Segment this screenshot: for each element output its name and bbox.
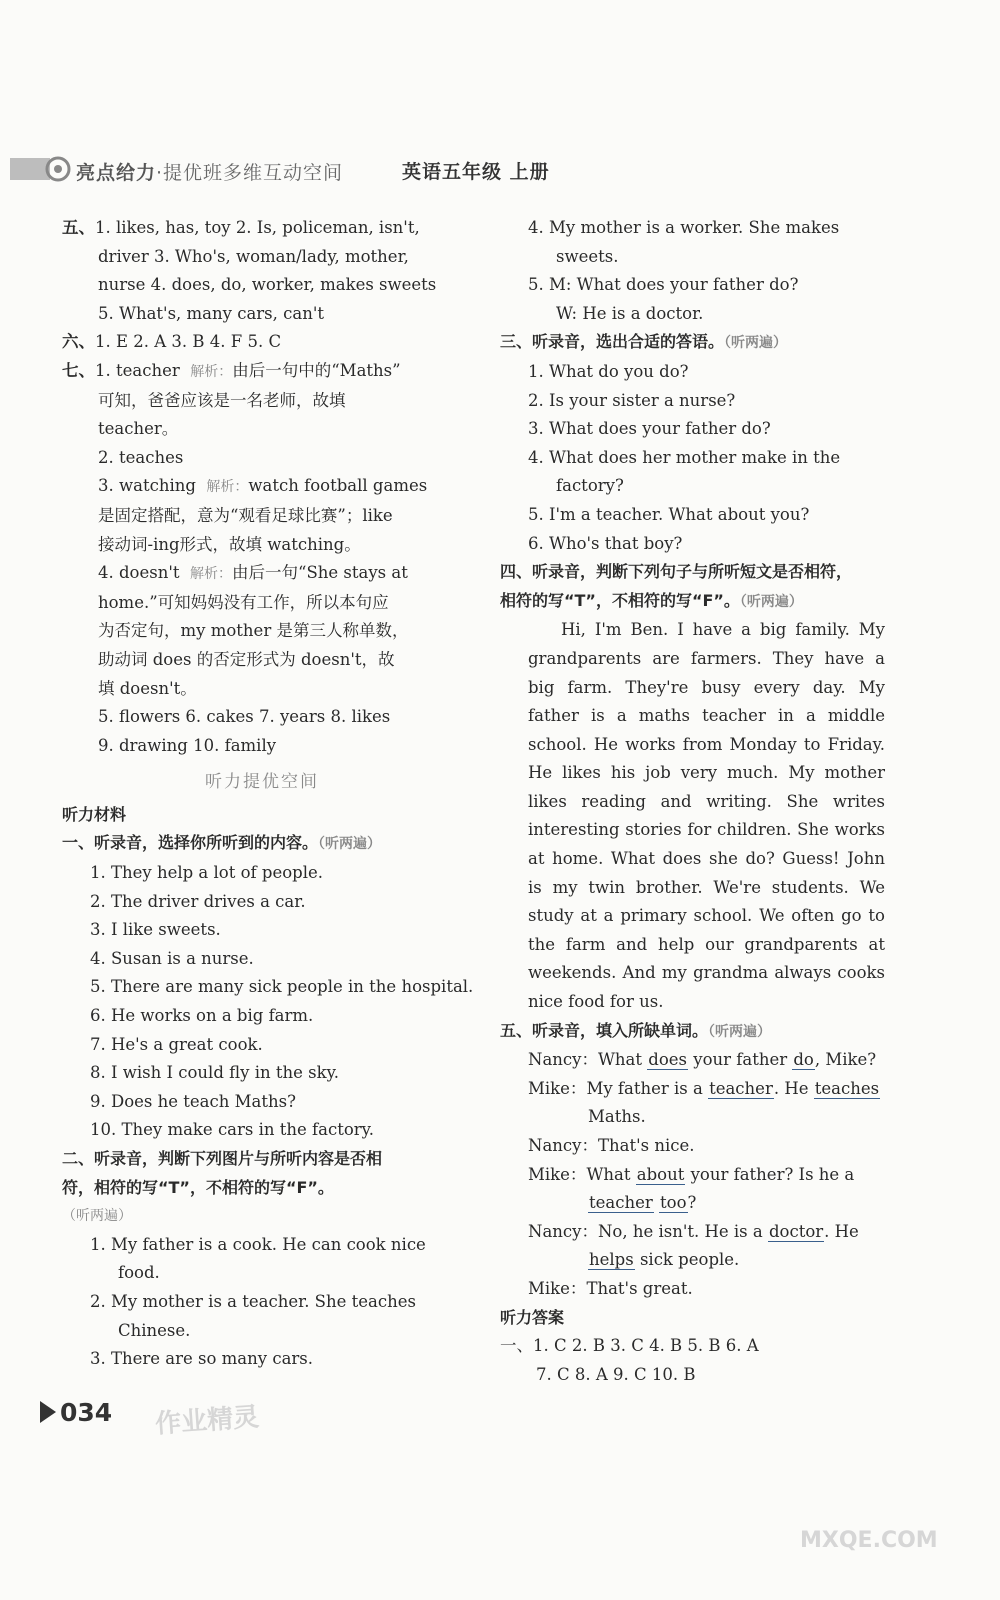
page-header xyxy=(10,154,990,194)
list-item: 4. My mother is a worker. She makes xyxy=(528,218,840,237)
part-1-items xyxy=(62,859,474,1145)
section-6: 六、1. E 2. A 3. B 4. F 5. C xyxy=(62,332,282,352)
answers-line: 7. C 8. A 9. C 10. B xyxy=(536,1364,696,1384)
listening-answers-heading: 听力答案 xyxy=(500,1307,565,1327)
list-item: 1. What do you do? xyxy=(528,361,689,381)
list-item: 6. He works on a big farm. xyxy=(90,1006,314,1026)
list-item: 3. What does your father do? xyxy=(528,419,771,439)
list-item: 8. I wish I could fly in the sky. xyxy=(90,1063,339,1083)
list-item: 9. Does he teach Maths? xyxy=(90,1091,296,1111)
dialogue: Nancy：What does your father do, Mike? Mike：My father is a teacher. He teaches Maths. Nancy：That's nice. Mike：What about your father? Is he a teacher too? Nancy：No, he isn't. He is a doctor. He helps sick people. Mike：That's great. xyxy=(528,1050,880,1298)
answers-line: 一、1. C 2. B 3. C 4. B 5. B 6. A xyxy=(500,1336,759,1356)
part-3-items: 1. What do you do? 2. Is your sister a nurse? 3. What does your father do? 4. What does her mother make in the factory? 5. I'm a teacher. What about you? 6. Who's that boy? xyxy=(500,358,885,558)
part-5-heading: 五、听录音，填入所缺单词。（听两遍） xyxy=(500,1020,772,1040)
list-item: 2. The driver drives a car. xyxy=(90,891,306,911)
list-item: 5. There are many sick people in the hospital. xyxy=(90,977,474,997)
list-item: 5. I'm a teacher. What about you? xyxy=(528,504,810,524)
brand-logo-icon xyxy=(10,156,72,184)
list-item: 3. I like sweets. xyxy=(90,920,221,940)
brand-title: 亮点给力·提优班多维互动空间 xyxy=(76,162,344,184)
list-item: 5. M: What does your father do? xyxy=(528,275,799,295)
list-item: 2. My mother is a teacher. She teaches xyxy=(90,1291,416,1311)
list-item: 1. They help a lot of people. xyxy=(90,863,323,883)
part-1-heading: 一、听录音，选择你所听到的内容。（听两遍） xyxy=(62,833,382,853)
list-item: 4. Susan is a nurse. xyxy=(90,948,254,968)
section-7: 七、1. teacher 解析：由后一句中的“Maths” xyxy=(62,360,401,380)
part-2-heading: 二、听录音，判断下列图片与所听内容是否相 xyxy=(62,1149,383,1168)
part-2-continued: 4. My mother is a worker. She makes sweets. 5. M: What does your father do? W: He is a doctor. xyxy=(500,214,885,328)
list-item: 2. Is your sister a nurse? xyxy=(528,390,736,410)
watermark: 作业精灵 xyxy=(154,1402,261,1440)
listening-passage: Hi, I'm Ben. I have a big family. My grandparents are farmers. They have a big farm. They're busy every day. My father is a maths teacher in a middle school. He works from Monday to Friday. He likes his job very much. My mother likes reading and writing. She writes interesting stories for children. She works at home. What does she do? Guess! John is my twin brother. We're students. We study at a primary school. We often go to the farm and help our grandparents at weekends. And my grandma always cooks nice food for us. xyxy=(528,620,885,1012)
list-item: 1. My father is a cook. He can cook nice xyxy=(90,1234,426,1254)
list-item: 6. Who's that boy? xyxy=(528,533,683,553)
listening-section-title: 听力提优空间 xyxy=(205,772,319,793)
part-3-heading: 三、听录音，选出合适的答语。（听两遍） xyxy=(500,332,788,352)
play-triangle-icon xyxy=(40,1401,56,1423)
list-item: 4. What does her mother make in the xyxy=(528,447,841,467)
part-2-items: 1. My father is a cook. He can cook nice food. 2. My mother is a teacher. She teaches Chinese. 3. There are so many cars. xyxy=(62,1231,462,1374)
list-item: 7. He's a great cook. xyxy=(90,1034,263,1054)
left-column: 五、1. likes, has, toy 2. Is, policeman, isn't, driver 3. Who's, woman/lady, mother, nurse 4. does, do, worker, makes sweets 5. What's, many cars, can't 六、1. E 2. A 3. B 4. F 5. C 七、1. teacher 解析：由后一句中的“Maths” 可知，爸爸应该是一名老师，故填 teacher。 2. teaches 3. watching 解析：watch football games 是固定搭配，意为“观看足球比赛”；like 接动词-ing形式，故填 watching。 4. doesn't 解析：由后一句“She stays at home.”可知妈妈没有工作，所以本句应 为否定句，my mother 是第三人称单数， 助动词 does 的否定形式为 doesn't，故 填 doesn't。 5. flowers 6. cakes 7. years 8. likes 9. drawing 10. family 听力提优空间 听力材料 一、听录音，选择你所听到的内容。（听两遍） 1. They help a lot of people. 2. The driver drives a car. 3. I like sweets. 4. Susan is a nurse. 5. There are many sick people in the hospital. 6. He works on a big farm. 7. He's a great cook. 8. I wish I could fly in the sky. 9. Does he teach Maths? 10. They make cars in the factory. 二、听录音，判断下列图片与所听内容是否相 符，相符的写“T”，不相符的写“F”。 （听两遍） 1. My father is a cook. He can cook nice food. 2. My mother is a teacher. She teaches Chinese. 3. There are so many cars. xyxy=(62,214,462,1374)
watermark: MXQE.COM xyxy=(800,1528,938,1553)
page-number: 034 xyxy=(40,1398,112,1427)
book-title: 英语五年级 上册 xyxy=(402,161,550,183)
part-4-heading: 四、听录音，判断下列句子与所听短文是否相符， xyxy=(500,562,853,582)
listening-materials-heading: 听力材料 xyxy=(62,804,127,824)
list-item: 3. There are so many cars. xyxy=(90,1349,314,1369)
right-column: 4. My mother is a worker. She makes sweets. 5. M: What does your father do? W: He is a doctor. 三、听录音，选出合适的答语。（听两遍） 1. What do you do? 2. Is your sister a nurse? 3. What does your father do? 4. What does her mother make in the factory? 5. I'm a teacher. What about you? 6. Who's that boy? 四、听录音，判断下列句子与所听短文是否相符， 相符的写“T”，不相符的写“F”。（听两遍） Hi, I'm Ben. I have a big family. My grandparents are farmers. They have a big farm. They're busy every day. My father is a maths teacher in a middle school. He works from Monday to Friday. He likes his job very much. My mother likes reading and writing. She writes interesting stories for children. She works at home. What does she do? Guess! John is my twin brother. We're students. We study at a primary school. We often go to the farm and help our grandparents at weekends. And my grandma always cooks nice food for us. 五、听录音，填入所缺单词。（听两遍） Nancy：What does your father do, Mike? Mike：My father is a teacher. He teaches Maths. Nancy：That's nice. Mike：What about your father? Is he a teacher too? Nancy：No, he isn't. He is a doctor. He helps sick people. Mike：That's great. 听力答案 一、1. C 2. B 3. C 4. B 5. B 6. A 7. C 8. A 9. C 10. B xyxy=(500,214,885,1389)
list-item: 10. They make cars in the factory. xyxy=(90,1120,375,1140)
section-5: 五、1. likes, has, toy 2. Is, policeman, isn't, xyxy=(62,218,420,237)
